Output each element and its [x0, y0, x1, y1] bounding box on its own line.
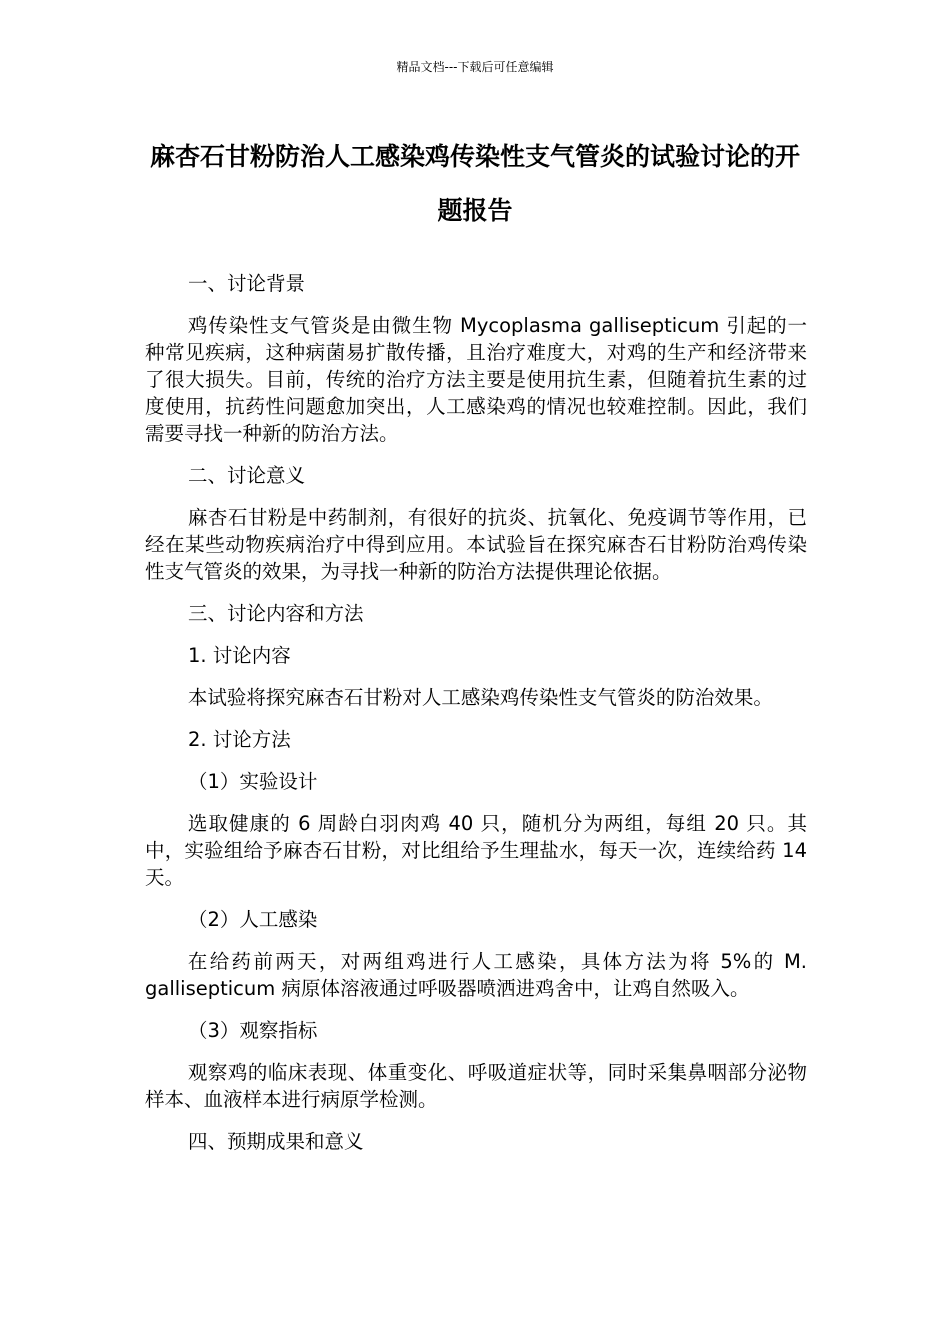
method-heading-indicators: （3）观察指标 [188, 1019, 318, 1042]
method-heading-design: （1）实验设计 [188, 770, 318, 793]
section-heading-expected-results: 四、预期成果和意义 [188, 1130, 364, 1153]
paragraph-background: 鸡传染性支气管炎是由微生物 Mycoplasma gallisepticum 引起的一种常见疾病，这种病菌易扩散传播，且治疗难度大，对鸡的生产和经济带来了很大损失。目前，传统的治疗方法主要是使用抗生素，但随着抗生素的过度使用，抗药性问题愈加突出，人工感染鸡的情况也较难控制。因此，我们需要寻找一种新的防治方法。 [145, 314, 807, 445]
section-heading-background: 一、讨论背景 [188, 272, 306, 295]
document-title: 麻杏石甘粉防治人工感染鸡传染性支气管炎的试验讨论的开题报告 [149, 142, 800, 225]
paragraph-significance: 麻杏石甘粉是中药制剂，有很好的抗炎、抗氧化、免疫调节等作用，已经在某些动物疾病治疗中得到应用。本试验旨在探究麻杏石甘粉防治鸡传染性支气管炎的效果，为寻找一种新的防治方法提供理论依据。 [145, 506, 807, 583]
paragraph-content: 本试验将探究麻杏石甘粉对人工感染鸡传染性支气管炎的防治效果。 [187, 686, 773, 709]
section-heading-content-methods: 三、讨论内容和方法 [188, 602, 364, 625]
method-heading-infection: （2）人工感染 [188, 908, 318, 931]
paragraph-design: 选取健康的 6 周龄白羽肉鸡 40 只，随机分为两组，每组 20 只。其中，实验组给予麻杏石甘粉，对比组给予生理盐水，每天一次，连续给药 14 天。 [145, 812, 807, 889]
header-note: 精品文档---下载后可任意编辑 [396, 60, 554, 74]
paragraph-infection: 在给药前两天，对两组鸡进行人工感染，具体方法为将 5%的 M. gallisepticum 病原体溶液通过呼吸器喷洒进鸡舍中，让鸡自然吸入。 [145, 950, 807, 1000]
document-body [145, 270, 807, 1170]
subheading-content: 1. 讨论内容 [188, 644, 291, 667]
paragraph-indicators: 观察鸡的临床表现、体重变化、呼吸道症状等，同时采集鼻咽部分泌物样本、血液样本进行病原学检测。 [145, 1061, 807, 1111]
section-heading-significance: 二、讨论意义 [188, 464, 306, 487]
subheading-methods: 2. 讨论方法 [188, 728, 291, 751]
